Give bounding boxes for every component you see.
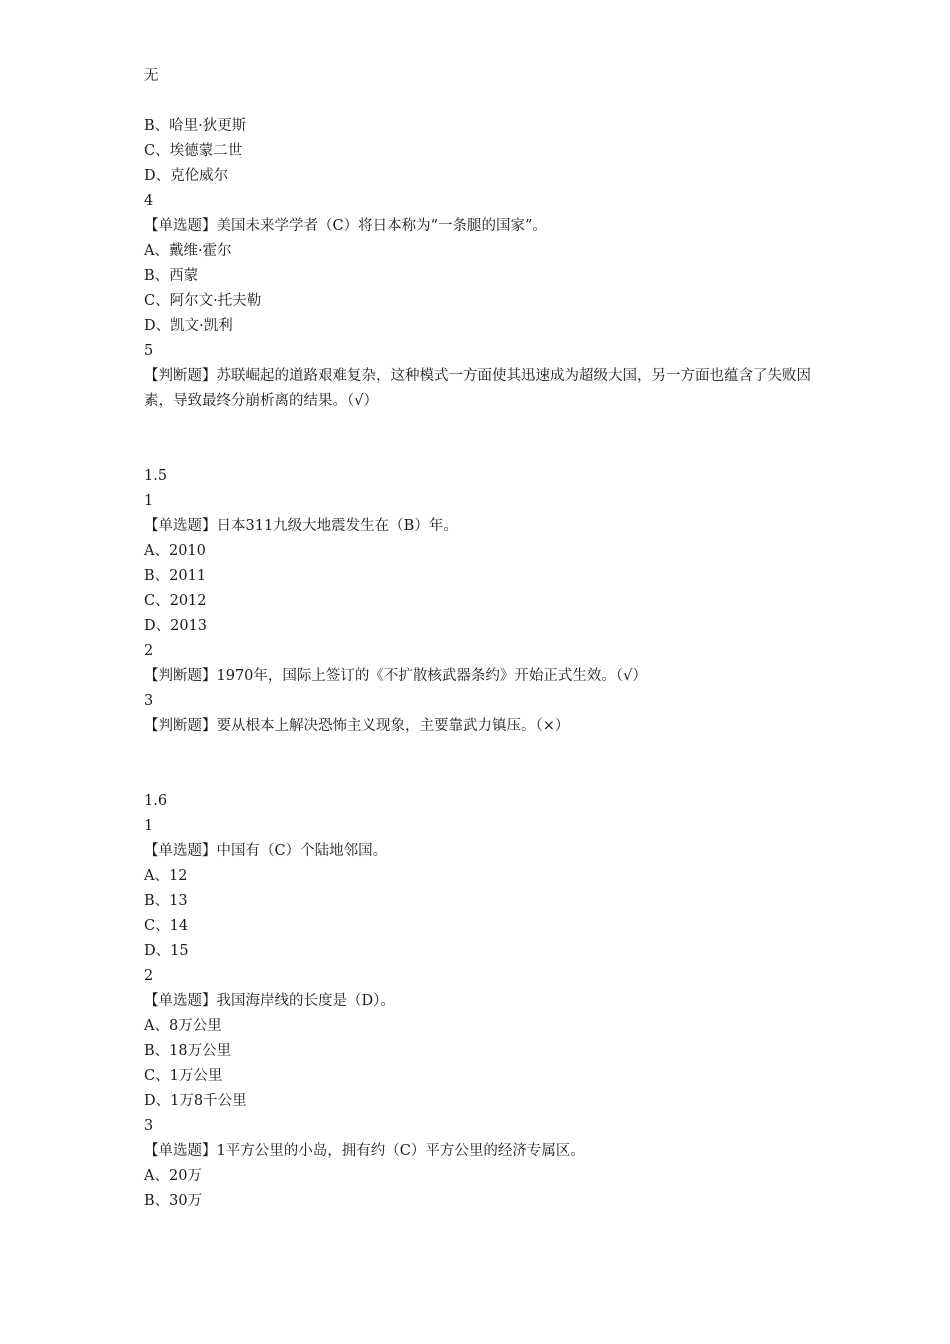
text-line: 5	[144, 343, 154, 359]
section-1-6	[144, 789, 824, 1214]
text-line: D、克伦威尔	[144, 168, 229, 184]
text-line: 【判断题】苏联崛起的道路艰难复杂，这种模式一方面使其迅速成为超级大国，另一方面也蕴含了失败因素，导致最终分崩析离的结果。（√）	[144, 368, 811, 409]
intro-text: 无	[144, 68, 159, 84]
text-line: A、12	[144, 868, 188, 884]
text-line: A、2010	[144, 543, 206, 559]
section-title: 1.6	[144, 793, 168, 809]
text-line: 4	[144, 193, 154, 209]
text-line: 【单选题】美国未来学学者（C）将日本称为“一条腿的国家”。	[144, 218, 547, 234]
text-line: 1	[144, 818, 154, 834]
section-1-5	[144, 464, 824, 739]
text-line: B、13	[144, 893, 188, 909]
text-line: 2	[144, 968, 154, 984]
text-line: B、西蒙	[144, 268, 199, 284]
section-spacer	[144, 414, 824, 464]
text-line: D、2013	[144, 618, 208, 634]
text-line: 【判断题】要从根本上解决恐怖主义现象，主要靠武力镇压。（×）	[144, 718, 570, 734]
text-line: C、1万公里	[144, 1068, 223, 1084]
text-line: D、1万8千公里	[144, 1093, 247, 1109]
text-line: 【判断题】1970年，国际上签订的《不扩散核武器条约》开始正式生效。（√）	[144, 668, 647, 684]
text-line: 【单选题】我国海岸线的长度是（D）。	[144, 993, 395, 1009]
text-line: D、15	[144, 943, 189, 959]
text-line: A、8万公里	[144, 1018, 222, 1034]
document-page	[144, 64, 824, 1214]
text-line: B、30万	[144, 1193, 203, 1209]
text-line: 3	[144, 693, 154, 709]
text-line: D、凯文·凯利	[144, 318, 233, 334]
text-line: A、20万	[144, 1168, 202, 1184]
text-line: A、戴维·霍尔	[144, 243, 232, 259]
section-title: 1.5	[144, 468, 168, 484]
section-list	[144, 414, 824, 1214]
text-line: C、14	[144, 918, 189, 934]
text-line: 3	[144, 1118, 154, 1134]
spacer	[144, 89, 824, 114]
text-line: 【单选题】1平方公里的小岛，拥有约（C）平方公里的经济专属区。	[144, 1143, 585, 1159]
text-line: C、阿尔文·托夫勒	[144, 293, 262, 309]
text-line: B、哈里·狄更斯	[144, 118, 247, 134]
text-line: 【单选题】中国有（C）个陆地邻国。	[144, 843, 388, 859]
text-line: C、2012	[144, 593, 207, 609]
section-spacer	[144, 739, 824, 789]
question-block-list	[144, 114, 824, 414]
text-line: B、2011	[144, 568, 207, 584]
text-line: C、埃德蒙二世	[144, 143, 243, 159]
text-line: 1	[144, 493, 154, 509]
text-line: 2	[144, 643, 154, 659]
text-line: B、18万公里	[144, 1043, 232, 1059]
text-line: 【单选题】日本311九级大地震发生在（B）年。	[144, 518, 458, 534]
